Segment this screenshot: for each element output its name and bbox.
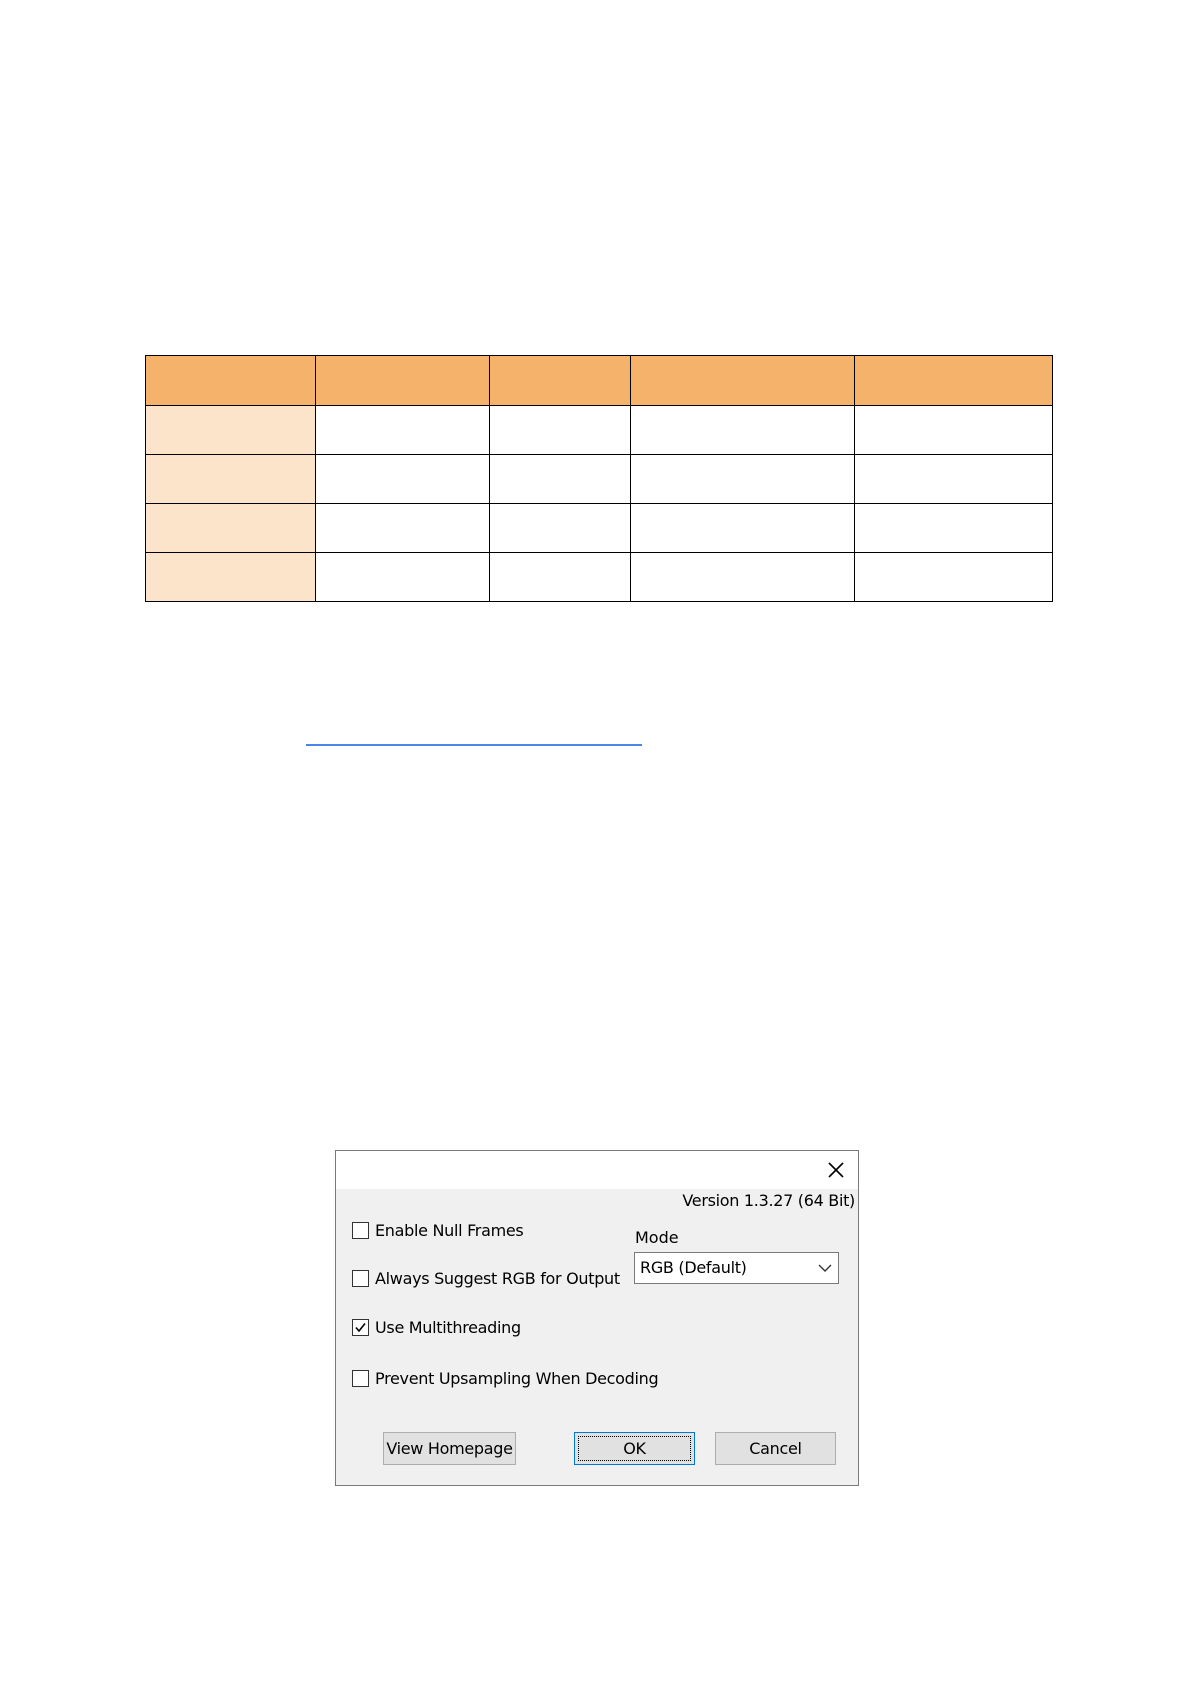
- table-cell: [855, 406, 1053, 455]
- mode-dropdown[interactable]: [634, 1252, 839, 1284]
- table-header-cell: [490, 356, 631, 406]
- table-cell: [490, 455, 631, 504]
- table-cell: [490, 504, 631, 553]
- checkbox-label: Always Suggest RGB for Output: [375, 1269, 620, 1288]
- table-cell: [631, 553, 855, 602]
- options-dialog: [335, 1150, 859, 1486]
- table-row: [146, 455, 1053, 504]
- table-cell: [631, 406, 855, 455]
- chevron-down-icon: [818, 1263, 832, 1273]
- close-icon: [818, 1152, 854, 1188]
- table-cell: [631, 504, 855, 553]
- cancel-button[interactable]: Cancel: [715, 1432, 836, 1465]
- table-header-cell: [316, 356, 490, 406]
- table-row: [146, 553, 1053, 602]
- hyperlink-underline[interactable]: [306, 744, 642, 746]
- prevent-upsampling-option[interactable]: [352, 1369, 658, 1388]
- table-row-header-cell: [146, 455, 316, 504]
- table-row: [146, 406, 1053, 455]
- ok-button[interactable]: [574, 1432, 695, 1465]
- enable-null-frames-option[interactable]: [352, 1221, 523, 1240]
- enable-null-frames-checkbox[interactable]: [352, 1222, 369, 1239]
- data-table: [145, 355, 1053, 602]
- use-multithreading-option[interactable]: [352, 1318, 521, 1337]
- table-cell: [855, 455, 1053, 504]
- table-header-cell: [855, 356, 1053, 406]
- table-cell: [316, 455, 490, 504]
- always-suggest-rgb-option[interactable]: [352, 1269, 620, 1288]
- check-icon: [354, 1321, 367, 1334]
- table-row: [146, 504, 1053, 553]
- always-suggest-rgb-checkbox[interactable]: [352, 1270, 369, 1287]
- table-row-header-cell: [146, 553, 316, 602]
- table-cell: [316, 504, 490, 553]
- table-header-cell: [146, 356, 316, 406]
- table-cell: [490, 553, 631, 602]
- checkbox-label: Enable Null Frames: [375, 1221, 524, 1240]
- table-header-cell: [631, 356, 855, 406]
- prevent-upsampling-checkbox[interactable]: [352, 1370, 369, 1387]
- use-multithreading-checkbox[interactable]: [352, 1319, 369, 1336]
- dialog-titlebar: [336, 1151, 858, 1189]
- checkbox-label: Prevent Upsampling When Decoding: [375, 1369, 659, 1388]
- table-row-header-cell: [146, 406, 316, 455]
- table-header-row: [146, 356, 1053, 406]
- table-row-header-cell: [146, 504, 316, 553]
- close-button[interactable]: [818, 1152, 854, 1188]
- view-homepage-button[interactable]: View Homepage: [383, 1432, 516, 1465]
- table-cell: [490, 406, 631, 455]
- version-label: Version 1.3.27 (64 Bit): [682, 1191, 855, 1210]
- table-cell: [316, 553, 490, 602]
- table-cell: [631, 455, 855, 504]
- checkbox-label: Use Multithreading: [375, 1318, 521, 1337]
- ok-button-label: OK: [623, 1439, 646, 1458]
- mode-selected-value: RGB (Default): [640, 1258, 747, 1277]
- table-cell: [855, 504, 1053, 553]
- mode-label: Mode: [635, 1228, 679, 1247]
- table-cell: [316, 406, 490, 455]
- table-cell: [855, 553, 1053, 602]
